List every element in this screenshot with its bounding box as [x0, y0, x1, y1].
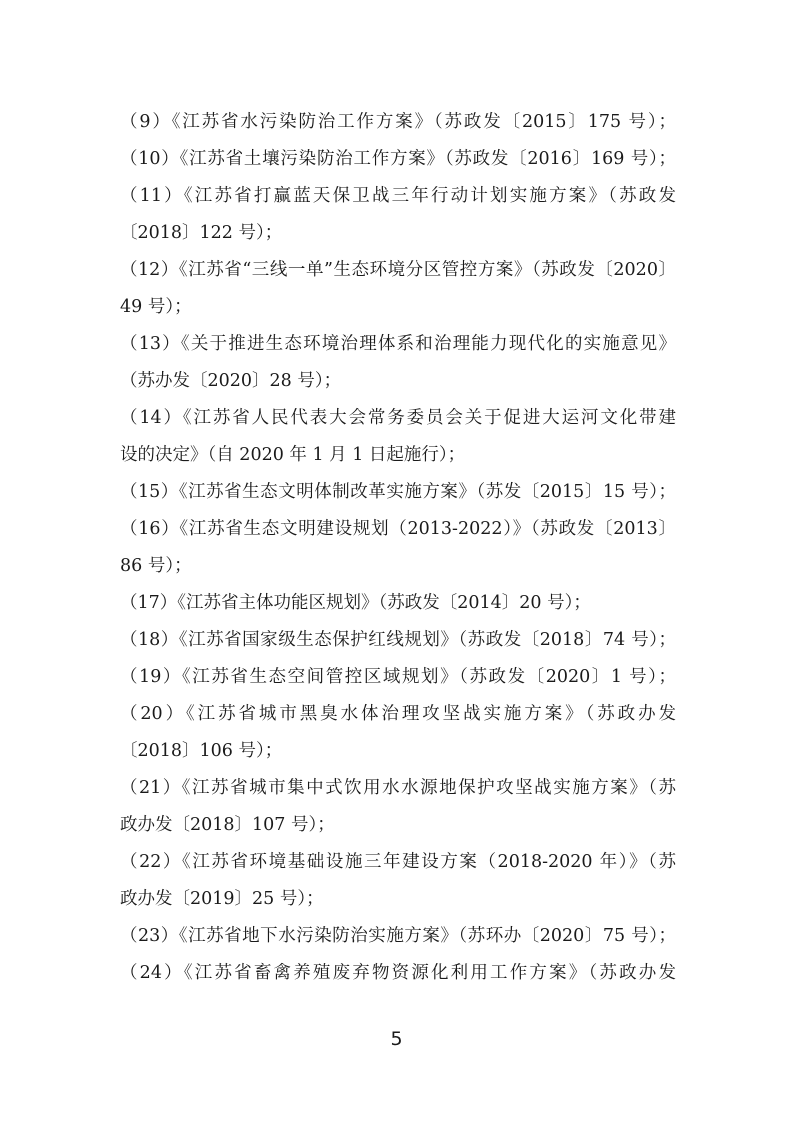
text-line: 政办发〔2018〕107 号）； — [120, 815, 335, 835]
text-line: 设的决定》（自 2020 年 1 月 1 日起施行）； — [120, 445, 466, 465]
document-body — [120, 104, 676, 992]
text-line: （20）《江苏省城市黑臭水体治理攻坚战实施方案》（苏政办发 — [120, 704, 676, 724]
text-line: （苏办发〔2020〕28 号）； — [120, 371, 342, 391]
text-line: （10）《江苏省土壤污染防治工作方案》（苏政发〔2016〕169 号）； — [120, 149, 676, 169]
text-line: 86 号）； — [120, 556, 192, 576]
text-line: （18）《江苏省国家级生态保护红线规划》（苏政发〔2018〕74 号）； — [120, 630, 676, 650]
text-line: （24）《江苏省畜禽养殖废弃物资源化利用工作方案》（苏政办发 — [120, 963, 676, 983]
text-line: 〔2018〕106 号）； — [120, 741, 283, 761]
text-line: 政办发〔2019〕25 号）； — [120, 889, 324, 909]
text-line: （21）《江苏省城市集中式饮用水水源地保护攻坚战实施方案》（苏 — [120, 778, 676, 798]
text-line: 〔2018〕122 号）； — [120, 223, 283, 243]
text-line: （22）《江苏省环境基础设施三年建设方案（2018-2020 年）》（苏 — [120, 852, 676, 872]
text-line: （19）《江苏省生态空间管控区域规划》（苏政发〔2020〕1 号）； — [120, 667, 676, 687]
text-line: （14）《江苏省人民代表大会常务委员会关于促进大运河文化带建 — [120, 408, 676, 428]
text-line: 49 号）； — [120, 297, 192, 317]
text-line: （13）《关于推进生态环境治理体系和治理能力现代化的实施意见》 — [120, 334, 676, 354]
text-line: （23）《江苏省地下水污染防治实施方案》（苏环办〔2020〕75 号）； — [120, 926, 676, 946]
text-line: （17）《江苏省主体功能区规划》（苏政发〔2014〕20 号）； — [120, 593, 591, 613]
text-line: （15）《江苏省生态文明体制改革实施方案》（苏发〔2015〕15 号）； — [120, 482, 676, 502]
text-line: （9）《江苏省水污染防治工作方案》（苏政发〔2015〕175 号）； — [120, 112, 676, 132]
text-line: （11）《江苏省打赢蓝天保卫战三年行动计划实施方案》（苏政发 — [120, 186, 676, 206]
text-line: （12）《江苏省“三线一单”生态环境分区管控方案》（苏政发〔2020〕 — [120, 260, 676, 280]
page-number: 5 — [390, 1028, 403, 1050]
text-line: （16）《江苏省生态文明建设规划（2013-2022）》（苏政发〔2013〕 — [120, 519, 676, 539]
